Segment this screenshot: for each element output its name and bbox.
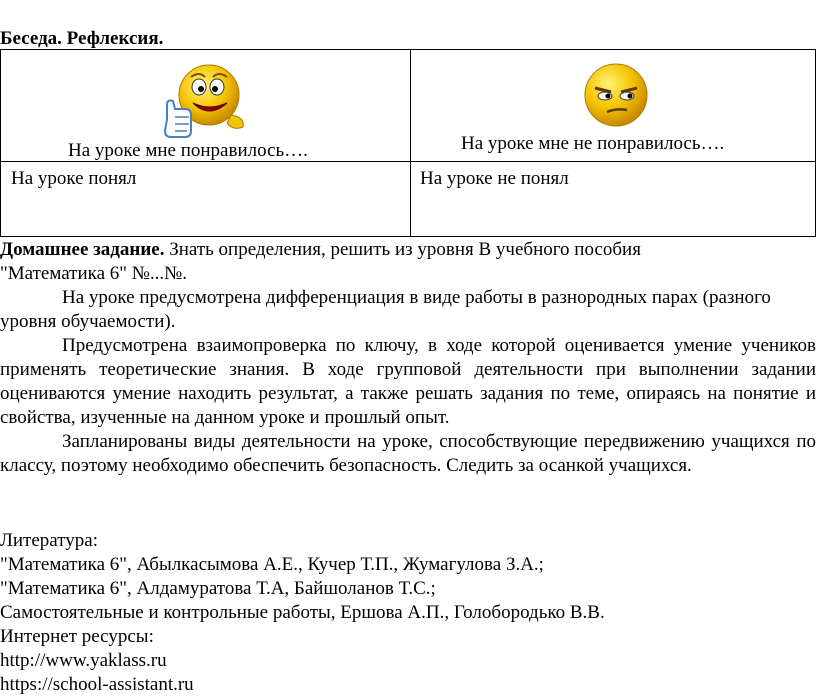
paragraph-differentiation: На уроке предусмотрена дифференциация в виде работы в разнородных парах (разного уровня обучаемости). <box>0 287 771 332</box>
literature-item: "Математика 6", Алдамуратова Т.А, Байшоланов Т.С.; <box>0 578 436 599</box>
internet-heading: Интернет ресурсы: <box>0 626 154 647</box>
table-row <box>1 50 816 162</box>
liked-label: На уроке мне понравилось…. <box>68 140 308 161</box>
cell-liked <box>1 50 411 162</box>
internet-link[interactable]: http://www.yaklass.ru <box>0 650 167 671</box>
table-row <box>1 162 816 237</box>
smiley-suspicious-icon <box>583 62 649 128</box>
paragraph-peer-check: Предусмотрена взаимопроверка по ключу, в ходе которой оценивается умение учеников применять теоретические знания. В ходе групповой деятельности при выполнении задании оцениваются умение находить результат, а также решать задания по теме, опираясь на понятие и свойства, изученные на данном уроке и прошлый опыт. <box>0 335 816 428</box>
homework-line1 <box>0 238 641 261</box>
understood-label: На уроке понял <box>11 168 137 189</box>
homework-text: Знать определения, решить из уровня В учебного пособия <box>164 239 641 260</box>
reflection-table <box>0 49 816 237</box>
homework-label: Домашнее задание. <box>0 239 165 260</box>
homework-line2: "Математика 6" №...№. <box>0 263 188 284</box>
page-title: Беседа. Рефлексия. <box>0 28 164 49</box>
literature-item: "Математика 6", Абылкасымова А.Е., Кучер Т.П., Жумагулова З.А.; <box>0 554 544 575</box>
smiley-thumbs-up-icon <box>161 61 253 139</box>
disliked-label: На уроке мне не понравилось…. <box>461 133 725 154</box>
cell-disliked <box>411 50 816 162</box>
literature-item: Самостоятельные и контрольные работы, Ершова А.П., Голобородько В.В. <box>0 602 605 623</box>
cell-understood <box>1 162 411 237</box>
paragraph-safety: Запланированы виды деятельности на уроке, способствующие передвижению учащихся по классу, поэтому необходимо обеспечить безопасность. Следить за осанкой учащихся. <box>0 431 816 476</box>
cell-not-understood <box>411 162 816 237</box>
literature-heading: Литература: <box>0 530 98 551</box>
not-understood-label: На уроке не понял <box>420 168 569 189</box>
internet-link[interactable]: https://school-assistant.ru <box>0 674 194 695</box>
